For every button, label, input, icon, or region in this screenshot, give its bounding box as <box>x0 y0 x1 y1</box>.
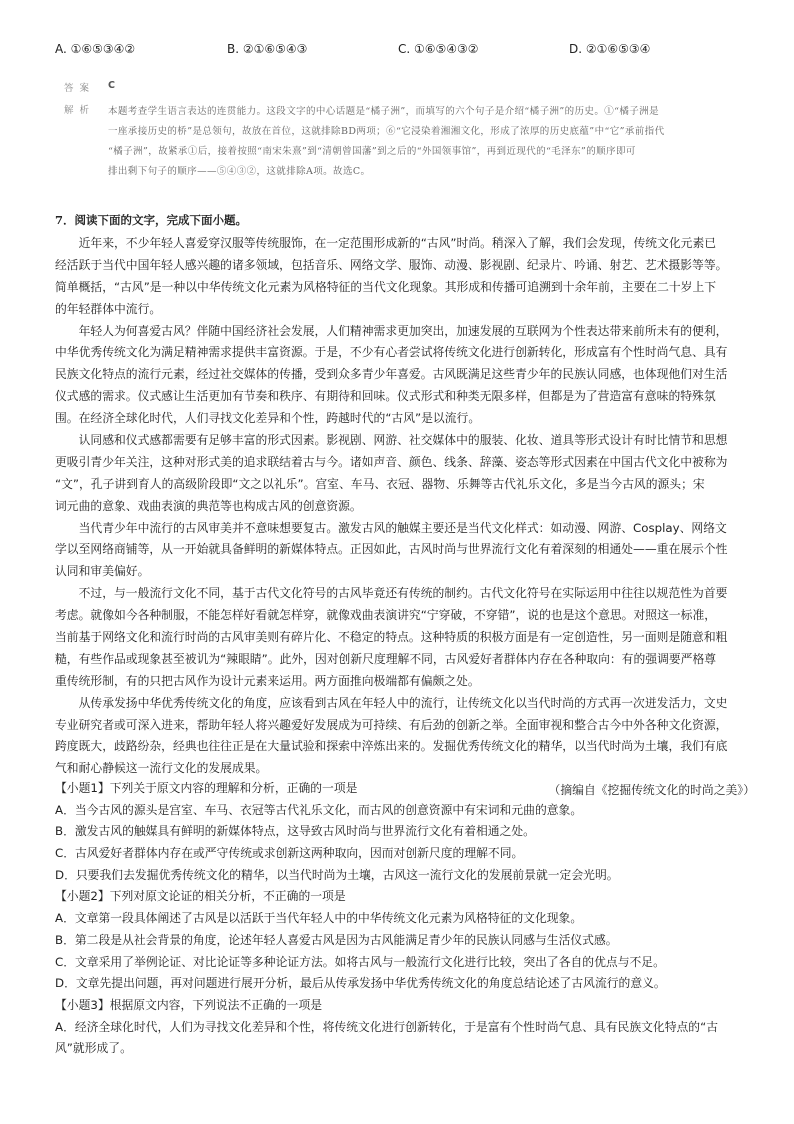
option-a[interactable]: A. ①⑥⑤③④② <box>55 42 136 56</box>
passage-line: 仪式感的需求。仪式感让生活更加有节奏和秩序、有期待和回味。仪式形式和种类无限多样，但都是为了营造富有意味的特殊氛 <box>55 389 716 404</box>
answer-value: C <box>108 80 115 91</box>
analysis-line: “橘子洲”，故紧承①后，接着按照“南宋朱熹”到“清朝曾国藩”到之后的“外国领事馆”，再到近现代的“毛泽东”的顺序即可 <box>108 146 636 157</box>
passage-line: 不过，与一般流行文化不同，基于古代文化符号的古风毕竟还有传统的制约。古代文化符号在实际运用中往往以规范性为首要 <box>55 586 728 601</box>
question-title: 7．阅读下面的文字，完成下面小题。 <box>55 213 247 227</box>
passage-line: 专业研究者或可深入进来，帮助年轻人将兴趣爱好发展成为可持续、有后劲的创新之举。全面审视和整合古今中外各种文化资源， <box>55 717 728 732</box>
option-d[interactable]: D. ②①⑥⑤③④ <box>569 42 651 56</box>
analysis-text <box>108 102 744 182</box>
passage-line: 更吸引青少年关注，这种对形式美的追求联结着古与今。诸如声音、颜色、线条、辞藻、姿态等形式因素在中国古代文化中被称为 <box>55 454 728 469</box>
passage-line: 的年轻群体中流行。 <box>55 301 162 316</box>
previous-question-options <box>55 42 755 60</box>
passage-line: 考虑。就像如今各种制服，不能怎样好看就怎样穿，就像戏曲表演讲究“宁穿破，不穿错”，说的也是这个意思。对照这一标准， <box>55 608 717 623</box>
subquestion-2-option-b[interactable]: B．第二段是从社会背景的角度，论述年轻人喜爱古风是因为古风能满足青少年的民族认同感与生活仪式感。 <box>55 932 618 947</box>
analysis-label: 解析 <box>64 105 96 116</box>
option-c[interactable]: C. ①⑥⑤④③② <box>398 42 479 56</box>
passage-line: 简单概括，“古风”是一种以中华传统文化元素为风格特征的当代文化现象。其形成和传播可追溯到十余年前，主要在二十岁上下 <box>55 279 717 294</box>
option-b[interactable]: B. ②①⑥⑤④③ <box>227 42 308 56</box>
subquestion-2-stem: 【小题2】下列对原文论证的相关分析，不正确的一项是 <box>55 889 346 904</box>
passage-line: “文”，孔子讲到育人的高级阶段即“文之以礼乐”。宫室、车马、衣冠、器物、乐舞等古代礼乐文化，多是当今古风的源头；宋 <box>55 476 705 491</box>
analysis-line: 本题考查学生语言表达的连贯能力。这段文字的中心话题是“橘子洲”，而填写的六个句子是介绍“橘子洲”的历史。①“橘子洲是 <box>108 106 659 117</box>
answer-analysis-block <box>64 80 744 182</box>
passage-line: 年轻人为何喜爱古风？伴随中国经济社会发展，人们精神需求更加突出，加速发展的互联网为个性表达带来前所未有的便利， <box>55 323 728 338</box>
passage-line: 当前基于网络文化和流行时尚的古风审美则有碎片化、不稳定的特点。这种特质的积极方面是有一定创造性，另一面则是随意和粗 <box>55 630 728 645</box>
passage-line: 当代青少年中流行的古风审美并不意味想要复古。激发古风的触媒主要还是当代文化样式：如动漫、网游、Cosplay、网络文 <box>55 520 727 535</box>
analysis-row <box>64 102 744 182</box>
subquestion-2-option-d[interactable]: D．文章先提出问题，再对问题进行展开分析，最后从传承发扬中华优秀传统文化的角度总结论述了古风流行的意义。 <box>55 976 666 991</box>
passage-line: 中华优秀传统文化为满足精神需求提供丰富资源。于是，不少有心者尝试将传统文化进行创新转化，形成富有个性时尚气息、具有 <box>55 345 728 360</box>
subquestion-1-option-d[interactable]: D．只要我们去发掘优秀传统文化的精华，以当代时尚为土壤，古风这一流行文化的发展前景就一定会光明。 <box>55 867 619 882</box>
analysis-line: 排出剩下句子的顺序——⑤④③②，这就排除A项。故选C。 <box>108 166 371 177</box>
passage-line: 糙，有些作品或现象甚至被讥为“辣眼睛”。此外，因对创新尺度理解不同，古风爱好者群体内存在各种取向：有的强调要严格尊 <box>55 651 717 666</box>
subquestion-3-stem: 【小题3】根据原文内容，下列说法不正确的一项是 <box>55 997 323 1012</box>
subquestion-2-option-c[interactable]: C．文章采用了举例论证、对比论证等多种论证方法。如将古风与一般流行文化进行比较，突出了各自的优点与不足。 <box>55 954 665 969</box>
passage-line: 围。在经济全球化时代，人们寻找文化差异和个性，跨越时代的“古风”是以流行。 <box>55 411 481 426</box>
analysis-line: 一座承接历史的桥”是总领句，故放在首位，这就排除BD两项；⑥“它浸染着湘湘文化，形成了浓厚的历史底蕴”中“它”承前指代 <box>108 126 665 137</box>
sub-questions <box>55 778 755 1060</box>
subquestion-2-option-a[interactable]: A．文章第一段具体阐述了古风是以活跃于当代年轻人中的中华传统文化元素为风格特征的文化现象。 <box>55 911 583 926</box>
subquestion-1-option-c[interactable]: C．古风爱好者群体内存在或严守传统或求创新这两种取向，因而对创新尺度的理解不同。 <box>55 846 524 861</box>
passage-line: 认同和审美偏好。 <box>55 564 150 579</box>
passage-line: 从传承发扬中华优秀传统文化的角度，应该看到古风在年轻人中的流行，让传统文化以当代时尚的方式再一次迸发活力，文史 <box>55 695 728 710</box>
passage-line: 气和耐心静候这一流行文化的发展成果。 <box>55 761 268 776</box>
reading-passage <box>55 233 755 802</box>
passage-line: 经活跃于当代中国年轻人感兴趣的诸多领域，包括音乐、网络文学、服饰、动漫、影视剧、纪录片、吟诵、射艺、艺术摄影等等。 <box>55 257 728 272</box>
subquestion-1-option-a[interactable]: A．当今古风的源头是宫室、车马、衣冠等古代礼乐文化，而古风的创意资源中有宋词和元曲的意象。 <box>55 802 583 817</box>
subquestion-1-option-b[interactable]: B．激发古风的触媒具有鲜明的新媒体特点，这导致古风时尚与世界流行文化有着相通之处。 <box>55 824 535 839</box>
passage-line: 重传统形制，有的只把古风作为设计元素来运用。两方面推向极端都有偏颇之处。 <box>55 673 480 688</box>
subquestion-1-stem: 【小题1】下列关于原文内容的理解和分析，正确的一项是 <box>55 781 358 795</box>
passage-source: （摘编自《挖掘传统文化的时尚之美》） <box>548 783 755 798</box>
passage-line: 词元曲的意象、戏曲表演的典范等也构成古风的创意资源。 <box>55 498 362 513</box>
passage-line: 跨度既大，歧路纷杂，经典也往往正是在大量试验和探索中淬炼出来的。发掘优秀传统文化的精华，以当代时尚为土壤，我们有底 <box>55 739 728 754</box>
subquestion-3-option-a-cont[interactable]: 风”就形成了。 <box>55 1041 132 1056</box>
passage-line: 认同感和仪式感都需要有足够丰富的形式因素。影视剧、网游、社交媒体中的服装、化妆、道具等形式设计有时比情节和思想 <box>55 433 728 448</box>
passage-line: 近年来，不少年轻人喜爱穿汉服等传统服饰，在一定范围形成新的“古风”时尚。稍深入了解，我们会发现，传统文化元素已 <box>55 236 717 250</box>
answer-row <box>64 80 744 100</box>
subquestion-3-option-a[interactable]: A．经济全球化时代，人们为寻找文化差异和个性，将传统文化进行创新转化，于是富有个性时尚气息、具有民族文化特点的“古 <box>55 1019 719 1034</box>
passage-line: 民族文化特点的流行元素，经过社交媒体的传播，受到众多青少年喜爱。古风既满足这些青少年的民族认同感，也体现他们对生活 <box>55 367 728 382</box>
answer-label: 答案 <box>64 83 96 94</box>
passage-line: 学以至网络商铺等，从一开始就具备鲜明的新媒体特点。正因如此，古风时尚与世界流行文化有着深刻的相通处——重在展示个性 <box>55 542 728 557</box>
